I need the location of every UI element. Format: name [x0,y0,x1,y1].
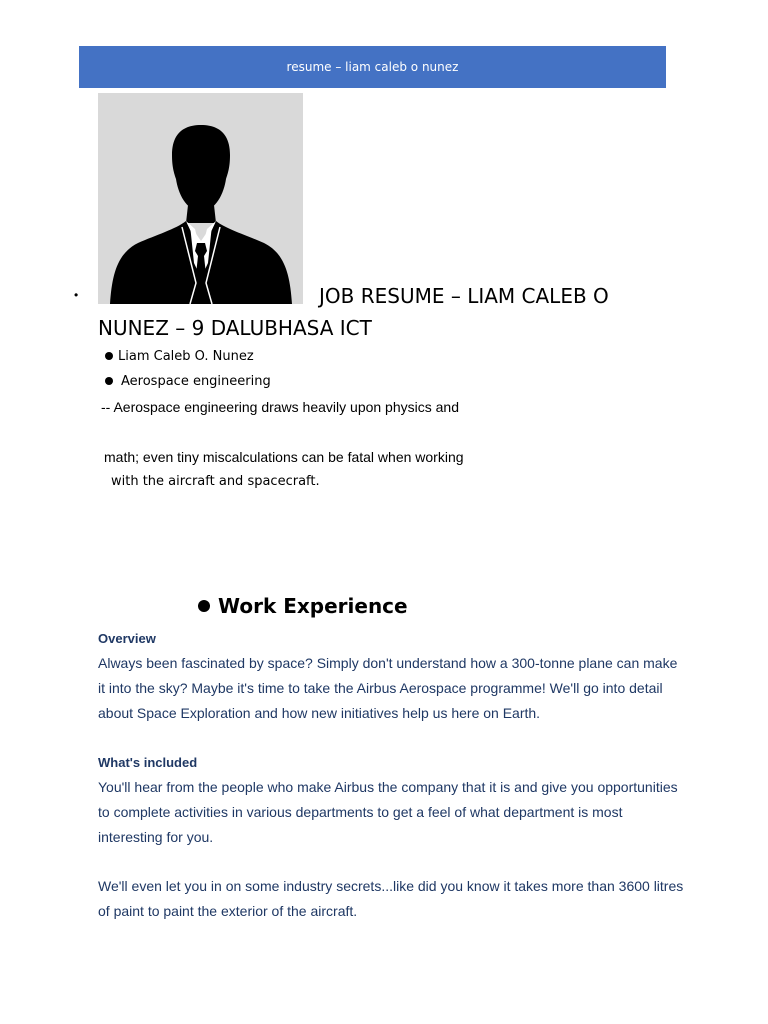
header-title: resume – liam caleb o nunez [286,60,459,74]
bullet-dot-icon [198,600,210,612]
description-line-1: -- Aerospace engineering draws heavily upon physics and [101,399,459,415]
work-experience-heading [198,592,408,620]
work-experience-heading-text: Work Experience [218,594,408,618]
resume-title: JOB RESUME – LIAM CALEB O NUNEZ – 9 DALUBHASA ICT [98,284,609,340]
description-line-2: math; even tiny miscalculations can be fatal when working [104,449,464,465]
list-item [105,348,254,366]
overview-paragraph: Always been fascinated by space? Simply don't understand how a 300-tonne plane can make it into the sky? Maybe it's time to take the Airbus Aerospace programme! We'll go into detail about Space Exploration and how new initiatives help us here on Earth. [98,655,678,721]
whats-included-paragraph: You'll hear from the people who make Airbus the company that it is and give you opportunities to complete activities in various departments to get a feel of what department is most interesting for you. [98,779,678,845]
bullet-name: Liam Caleb O. Nunez [118,349,254,364]
list-item [105,373,271,391]
overview-heading: Overview [98,631,156,646]
whats-included-heading: What's included [98,755,198,770]
page-header-bar [79,46,666,88]
bullet-field: Aerospace engineering [121,374,271,389]
description-line-3: with the aircraft and spacecraft. [111,474,320,489]
industry-secrets-paragraph: We'll even let you in on some industry secrets...like did you know it takes more than 3600 litres of paint to paint the exterior of the aircraft. [98,878,684,919]
title-list-bullet: • [74,288,79,302]
bullet-dot-icon [105,377,113,385]
profile-photo [98,93,303,304]
bullet-dot-icon [105,352,113,360]
person-silhouette-icon [98,93,303,304]
